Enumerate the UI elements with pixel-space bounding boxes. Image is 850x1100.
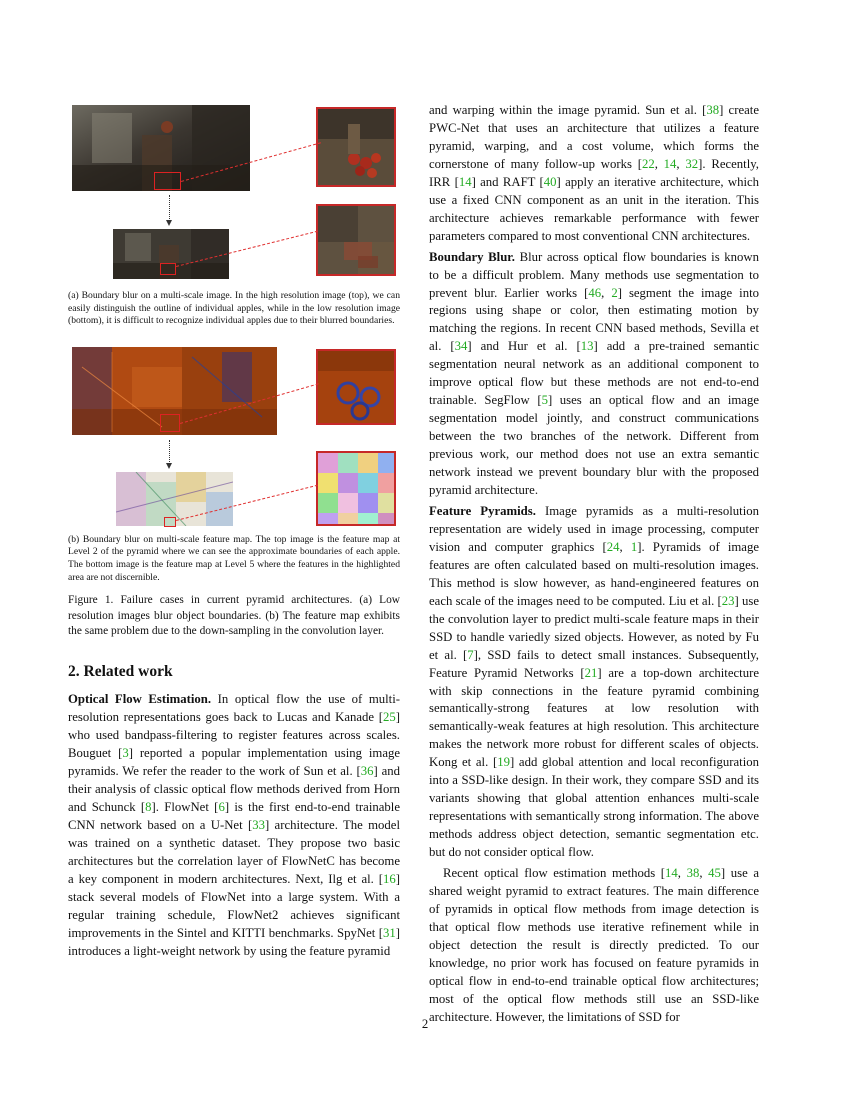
section-heading: 2. Related work	[68, 663, 173, 681]
citation-link[interactable]: 40	[543, 174, 557, 189]
paragraph-text: Blur across optical flow boundaries is known to be a difficult problem. Many methods use segmentation to prevent blur. Earlier works [46, 2] segment the image into regions using shape or color, then estimating motion by matching the regions. In recent CNN based methods, Sevilla et al. [34] and Hur et al. [13] add a pre-trained semantic segmentation neural network as an additional component to improve optical flow but these methods are not end-to-end trainable. SegFlow [5] uses an optical flow and an image segmentation model jointly, and construct communications between the two branches of the network. Different from previous work, our method does not use an extra semantic network instead we prevent boundary blur with the proposed pyramid architecture.	[429, 249, 759, 498]
citation-link[interactable]: 14	[665, 866, 678, 881]
citation-link[interactable]: 21	[584, 665, 598, 680]
citation-link[interactable]: 16	[383, 871, 396, 886]
citation-link[interactable]: 45	[708, 866, 721, 881]
paragraph-text: In optical flow the use of multi-resolution representations goes back to Lucas and Kanade [25] who used bandpass-filtering to register features across scales. Bouguet [3] reported a popular implementation using image pyramids. We refer the reader to the work of Sun et al. [36] and their analysis of classic optical flow methods derived from Horn and Schunck [8]. FlowNet [6] is the first end-to-end trainable CNN network based on a U-Net [33] architecture. The model was trained on a synthetic dataset. They propose two basic architectures but the correlation layer of FlowNetC has become a key component in modern architectures. Next, Ilg et al. [16] stack several models of FlowNet into a large system. With a regular training schedule, FlowNet2 achieves significant improvements in the Sintel and KITTI benchmarks. SpyNet [31] introduces a light-weight network by using the feature pyramid	[68, 692, 401, 958]
runin-heading: Optical Flow Estimation.	[68, 692, 212, 707]
highlight-box-top	[154, 172, 181, 190]
paragraph-text: Image pyramids as a multi-resolution representation are widely used in image processing, computer vision and computer graphics [24, 1]. Pyramids of image features are often calculated based on multi-resolution images. This method is slow however, as hand-engineered features on each scale of the images need to be computed. Liu et al. [23] use the convolution layer to predict multi-scale feature maps in their SSD to handle variedly sized objects. However, as noted by Fu et al. [7], SSD fails to detect small instances. Subsequently, Feature Pyramid Networks [21] are a top-down architecture with skip connections in the feature pyramid combining semantically-strong features at low resolution with semantically-weak features at high resolution. This architecture makes the network more robust for different scales of objects. Kong et al. [19] add global attention and local reconfiguration into a SSD-like design. In their work, they compare SSD and its variants showing that global attention enhances multi-scale representations with semantically strong information. The above methods address object detection, semantic segmentation etc. but do not consider optical flow.	[429, 503, 760, 860]
paragraph-feature-pyramids	[429, 503, 759, 862]
citation-link[interactable]: 32	[685, 156, 699, 171]
right-column	[429, 102, 759, 1027]
citation-link[interactable]: 19	[497, 755, 510, 770]
left-column	[68, 102, 400, 961]
subcaption-a: (a) Boundary blur on a multi-scale image. In the high resolution image (top), we can easily distinguish the outline of individual apples, while in the low resolution image (bottom), it is difficult to recognize individual apples due to their blurred boundaries.	[68, 290, 400, 327]
paragraph-continued	[429, 102, 759, 246]
zoom-crop-level2	[316, 349, 396, 425]
figure-caption: Figure 1. Failure cases in current pyramid architectures. (a) Low resolution images blur object boundaries. (b) The feature map exhibits the same problem due to the down-sampling in the convolution layer.	[68, 594, 400, 637]
zoom-crop-bottom	[316, 204, 396, 276]
citation-link[interactable]: 14	[663, 156, 677, 171]
highlight-box-level5	[164, 517, 176, 527]
down-arrow-icon	[169, 195, 170, 221]
citation-link[interactable]: 5	[541, 393, 548, 408]
citation-link[interactable]: 14	[458, 174, 472, 189]
citation-link[interactable]: 6	[218, 800, 225, 815]
down-arrow-icon	[169, 440, 170, 464]
page-number: 2	[421, 1017, 429, 1031]
citation-link[interactable]: 8	[145, 800, 152, 815]
paragraph-text: Recent optical flow estimation methods [14, 38, 45] use a shared weight pyramid to extract features. The main difference of pyramids in optical flow methods from image detection is that optical flow methods use iterative refinement while in object detection the result is directly predicted. To our knowledge, no prior work has focused on feature pyramids in optical flow in end-to-end trainable optical flow architectures; most of the optical flow methods still use an SSD-like architecture. However, the limitations of SSD for	[429, 866, 760, 1024]
figure-1b	[68, 344, 400, 532]
citation-link[interactable]: 23	[721, 593, 735, 608]
runin-heading: Boundary Blur.	[429, 249, 515, 264]
citation-link[interactable]: 33	[252, 818, 265, 833]
runin-heading: Feature Pyramids.	[429, 503, 536, 518]
citation-link[interactable]: 25	[383, 710, 396, 725]
citation-link[interactable]: 3	[122, 746, 129, 761]
highlight-box-level2	[160, 414, 180, 432]
paragraph-optical-flow	[68, 691, 400, 960]
citation-link[interactable]: 7	[467, 647, 474, 662]
citation-link[interactable]: 31	[383, 925, 396, 940]
citation-link[interactable]: 38	[706, 103, 720, 117]
citation-link[interactable]: 24	[606, 539, 620, 554]
figure-1a	[68, 102, 400, 286]
left-text	[68, 691, 400, 960]
citation-link[interactable]: 36	[360, 764, 374, 779]
paragraph-recent-methods	[429, 865, 759, 1027]
citation-link[interactable]: 34	[454, 339, 468, 354]
paragraph-boundary-blur	[429, 249, 759, 500]
citation-link[interactable]: 38	[686, 866, 700, 881]
citation-link[interactable]: 2	[611, 285, 618, 300]
paragraph-text: and warping within the image pyramid. Sun et al. [38] create PWC-Net that uses an architecture that utilizes a feature pyramid, warping, and a cost volume, which forms the cornerstone of many follow-up works [22, 14, 32]. Recently, IRR [14] and RAFT [40] apply an iterative architecture, which use a fixed CNN component as an unit in the iteration. This architecture achieves remarkable performance with fewer parameters compared to most conventional CNN architectures.	[429, 103, 760, 243]
citation-link[interactable]: 13	[580, 339, 594, 354]
highlight-box-bottom	[160, 263, 176, 275]
zoom-crop-top	[316, 107, 396, 187]
citation-link[interactable]: 46	[588, 285, 602, 300]
zoom-crop-level5	[316, 451, 396, 526]
subcaption-b: (b) Boundary blur on multi-scale feature map. The top image is the feature map at Level 2 of the pyramid where we can see the approximate boundaries of each apple. The bottom image is the feature map at Level 5 where the features in the highlighted area are not discernible.	[68, 533, 400, 583]
citation-link[interactable]: 1	[630, 539, 638, 554]
citation-link[interactable]: 22	[641, 156, 655, 171]
